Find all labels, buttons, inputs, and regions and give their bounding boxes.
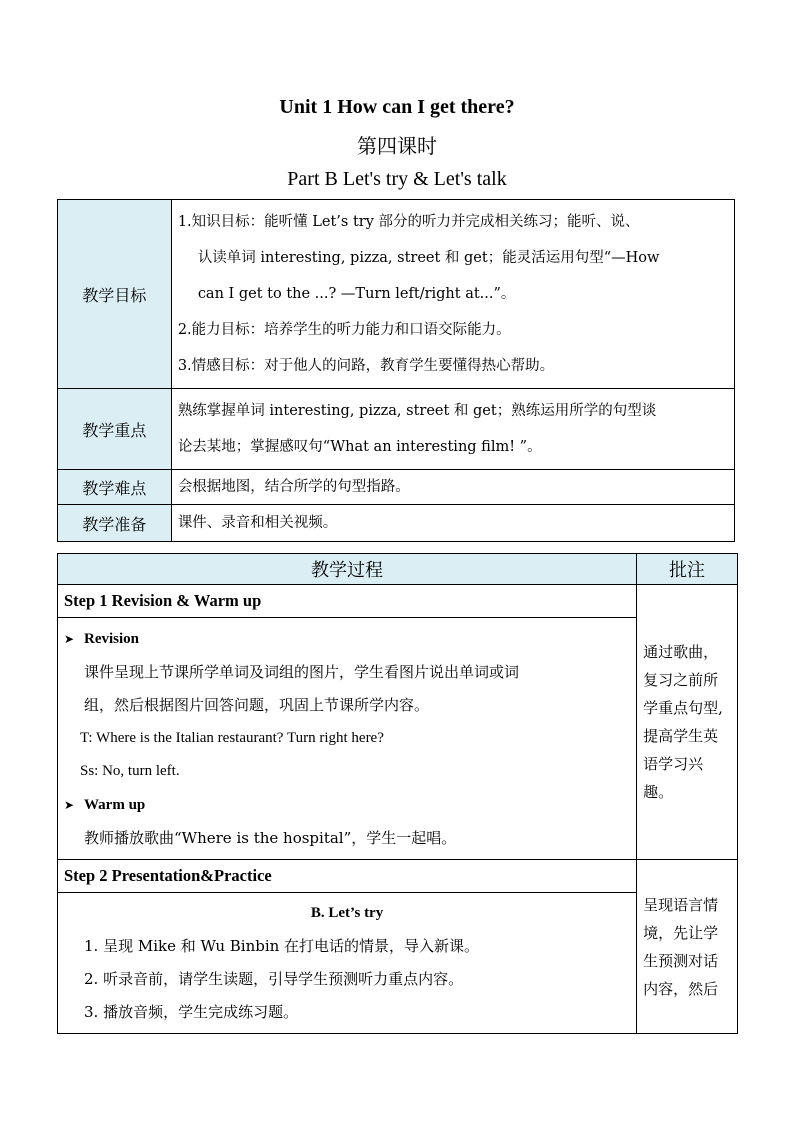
note-line: 境，先让学: [643, 923, 719, 942]
table-header-row: [58, 554, 738, 585]
row-content: [171, 200, 734, 389]
table-row: [58, 860, 738, 893]
text-line: 组，然后根据图片回答问题，巩固上节课所学内容。: [84, 696, 430, 714]
table-row: [58, 200, 735, 389]
step2-note: [637, 860, 738, 1034]
text-line: 1. 呈现 Mike 和 Wu Binbin 在打电话的情景，导入新课。: [84, 937, 480, 955]
row-content: [171, 389, 734, 470]
step1-body: [58, 618, 637, 860]
note-line: 通过歌曲，: [643, 643, 719, 661]
table-row: [58, 470, 735, 505]
lesson-part: Part B Let's try & Let's talk: [287, 168, 507, 190]
lesson-title: Unit 1 How can I get there?: [279, 96, 515, 118]
text-line: 3. 播放音频，学生完成练习题。: [84, 1003, 299, 1021]
step2-title: Step 2 Presentation&Practice: [58, 860, 637, 893]
note-line: 学重点句型,: [643, 699, 723, 717]
arrow-bullet-icon: ➤: [64, 632, 75, 646]
text-line: 会根据地图，结合所学的句型指路。: [177, 479, 410, 495]
text-line: can I get to the ...? —Turn left/right at...”。: [197, 286, 516, 302]
text-line: 论去某地；掌握感叹句“What an interesting film! ”。: [177, 439, 542, 455]
text-line: 熟练掌握单词 interesting, pizza, street 和 get；熟练运用所学的句型谈: [177, 403, 657, 419]
text-line: Ss: No, turn left.: [80, 763, 180, 779]
text-line: 认读单词 interesting, pizza, street 和 get；能灵活运用句型“—How: [197, 250, 660, 266]
table-row: [58, 389, 735, 470]
step1-note: [637, 585, 738, 860]
notes-header: 批注: [637, 554, 738, 585]
table-row: [58, 505, 735, 542]
row-label: 教学目标: [58, 200, 172, 389]
step2-body: [58, 893, 637, 1034]
process-table: [57, 553, 738, 1034]
row-content: [171, 470, 734, 505]
note-line: 语学习兴趣。: [643, 755, 704, 801]
note-line: 内容，然后: [643, 979, 719, 998]
text-line: T: Where is the Italian restaurant? Turn right here?: [80, 730, 384, 746]
warmup-heading: Warm up: [84, 797, 146, 813]
note-line: 提高学生英: [643, 727, 719, 745]
lets-try-heading: B. Let’s try: [310, 905, 384, 921]
step1-title: Step 1 Revision & Warm up: [58, 585, 637, 618]
note-line: 呈现语言情: [643, 895, 719, 914]
text-line: 课件呈现上节课所学单词及词组的图片，学生看图片说出单词或词: [84, 663, 520, 681]
text-line: 3.情感目标：对于他人的问路，教育学生要懂得热心帮助。: [177, 358, 555, 374]
row-label: 教学准备: [58, 505, 172, 542]
table-row: [58, 893, 738, 1034]
text-line: 2. 听录音前，请学生读题，引导学生预测听力重点内容。: [84, 970, 464, 988]
note-line: 复习之前所: [643, 671, 719, 689]
text-line: 教师播放歌曲“Where is the hospital”，学生一起唱。: [84, 829, 457, 847]
text-line: 2.能力目标：培养学生的听力能力和口语交际能力。: [177, 322, 511, 338]
lesson-period: 第四课时: [357, 134, 437, 158]
row-content: [171, 505, 734, 542]
text-line: 1.知识目标：能听懂 Let’s try 部分的听力并完成相关练习；能听、说、: [177, 214, 640, 230]
text-line: 课件、录音和相关视频。: [177, 515, 338, 531]
objectives-table: [57, 199, 735, 542]
note-line: 生预测对话: [643, 951, 719, 970]
row-label: 教学难点: [58, 470, 172, 505]
revision-heading: Revision: [84, 631, 140, 647]
table-row: [58, 585, 738, 618]
process-header: 教学过程: [58, 554, 637, 585]
row-label: 教学重点: [58, 389, 172, 470]
arrow-bullet-icon: ➤: [64, 798, 75, 812]
table-row: [58, 618, 738, 860]
